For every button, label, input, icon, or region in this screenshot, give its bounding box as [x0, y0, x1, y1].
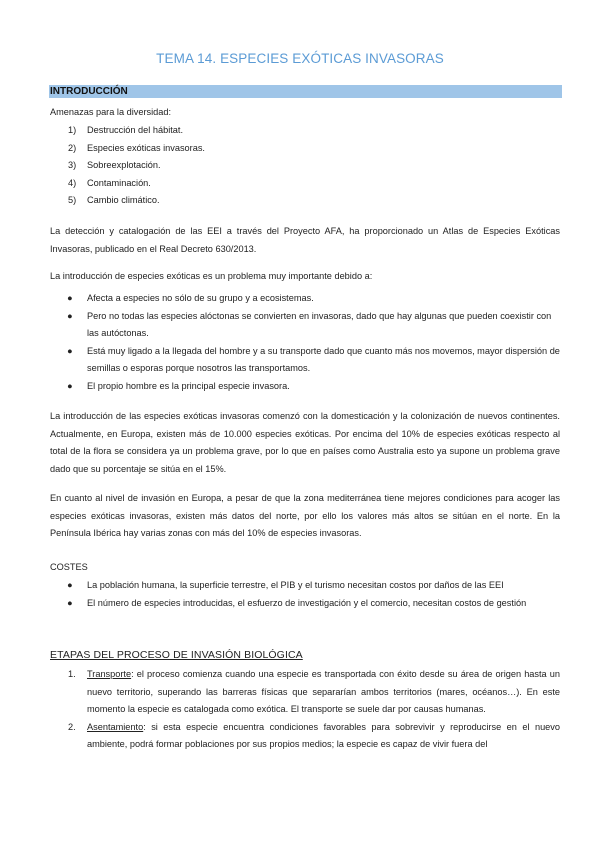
- bullet-icon: ●: [67, 293, 73, 303]
- list-item: 2) Especies exóticas invasoras.: [68, 142, 205, 153]
- stages-heading: ETAPAS DEL PROCESO DE INVASIÓN BIOLÓGICA: [50, 649, 303, 661]
- threats-lead: Amenazas para la diversidad:: [50, 107, 172, 117]
- list-item: ● Afecta a especies no sólo de su grupo y a ecosistemas.: [67, 290, 560, 308]
- list-item: 5) Cambio climático.: [68, 195, 160, 205]
- stage-term-transporte: Transporte: [87, 669, 132, 679]
- costs-bullet-list: [67, 577, 560, 612]
- bullet-icon: ●: [67, 310, 73, 321]
- list-item: 3) Sobreexplotación.: [68, 160, 161, 170]
- list-item: ● Pero no todas las especies alóctonas se convierten en invasoras, dado que hay algunas que pueden coexistir con las autóctonas.: [67, 308, 560, 343]
- threats-list: [68, 122, 548, 210]
- paragraph-invasion-level: En cuanto al nivel de invasión en Europa, a pesar de que la zona mediterránea tiene mejores condiciones para acoger las especies exóticas invasoras, existen más datos del norte, por ello los valores más altos se sitúan en el norte. En la Península Ibérica hay varias zonas con más del 10% de especies invasoras.: [50, 493, 560, 538]
- stages-list: [68, 666, 560, 754]
- problem-bullet-list: [67, 290, 560, 395]
- costs-heading: COSTES: [50, 562, 88, 572]
- list-item: 2. Asentamiento: si esta especie encuentra condiciones favorables para sobrevivir y reproducirse en el nuevo ambiente, podrá formar poblaciones por sus propios medios; la especie es capaz de vivir fuera del: [68, 721, 560, 749]
- page-title: TEMA 14. ESPECIES EXÓTICAS INVASORAS: [156, 51, 444, 66]
- section-heading-introduccion: INTRODUCCIÓN: [50, 86, 128, 97]
- stage-term-asentamiento: Asentamiento: [87, 721, 144, 732]
- list-item: ● La población humana, la superficie terrestre, el PIB y el turismo necesitan costos por daños de las EEI: [67, 577, 560, 595]
- paragraph-afa: La detección y catalogación de las EEI a través del Proyecto AFA, ha proporcionado un Atlas de Especies Exóticas Invasoras, publicado en el Real Decreto 630/2013.: [50, 226, 560, 254]
- bullet-icon: ●: [67, 380, 73, 391]
- paragraph-introduction-problem: La introducción de especies exóticas es un problema muy importante debido a:: [50, 271, 373, 281]
- section-heading-bar: [49, 85, 562, 98]
- bullet-icon: ●: [67, 345, 73, 356]
- list-item: 1. Transporte: el proceso comienza cuando una especie es transportada con éxito desde su área de origen hasta un nuevo territorio, superando las barreras físicas que separarían ambos territorios (mares, océanos…). En este momento la especie es catalogada como exótica. El transporte se suele dar por causas humanas.: [68, 669, 560, 714]
- list-item: ● Está muy ligado a la llegada del hombre y a su transporte dado que cuanto más nos movemos, mayor dispersión de semillas o esporas porque nosotros las transportamos.: [67, 343, 560, 378]
- bullet-icon: ●: [67, 597, 73, 608]
- list-item: 1) Destrucción del hábitat.: [68, 125, 184, 135]
- list-item: ● El número de especies introducidas, el esfuerzo de investigación y el comercio, necesitan costos de gestión: [67, 595, 560, 613]
- bullet-icon: ●: [67, 580, 73, 590]
- paragraph-europe-species: La introducción de las especies exóticas invasoras comenzó con la domesticación y la colonización de nuevos continentes. Actualmente, en Europa, existen más de 10.000 especies exóticas. Por encima del 10% de especies exóticas respecto al total de la flora se considera ya un problema grave, por lo que en países como Australia esto ya supone un problema grave dado que su porcentaje se sitúa en el 15%.: [50, 411, 560, 474]
- list-item: 4) Contaminación.: [68, 177, 151, 188]
- list-item: ● El propio hombre es la principal especie invasora.: [67, 378, 560, 396]
